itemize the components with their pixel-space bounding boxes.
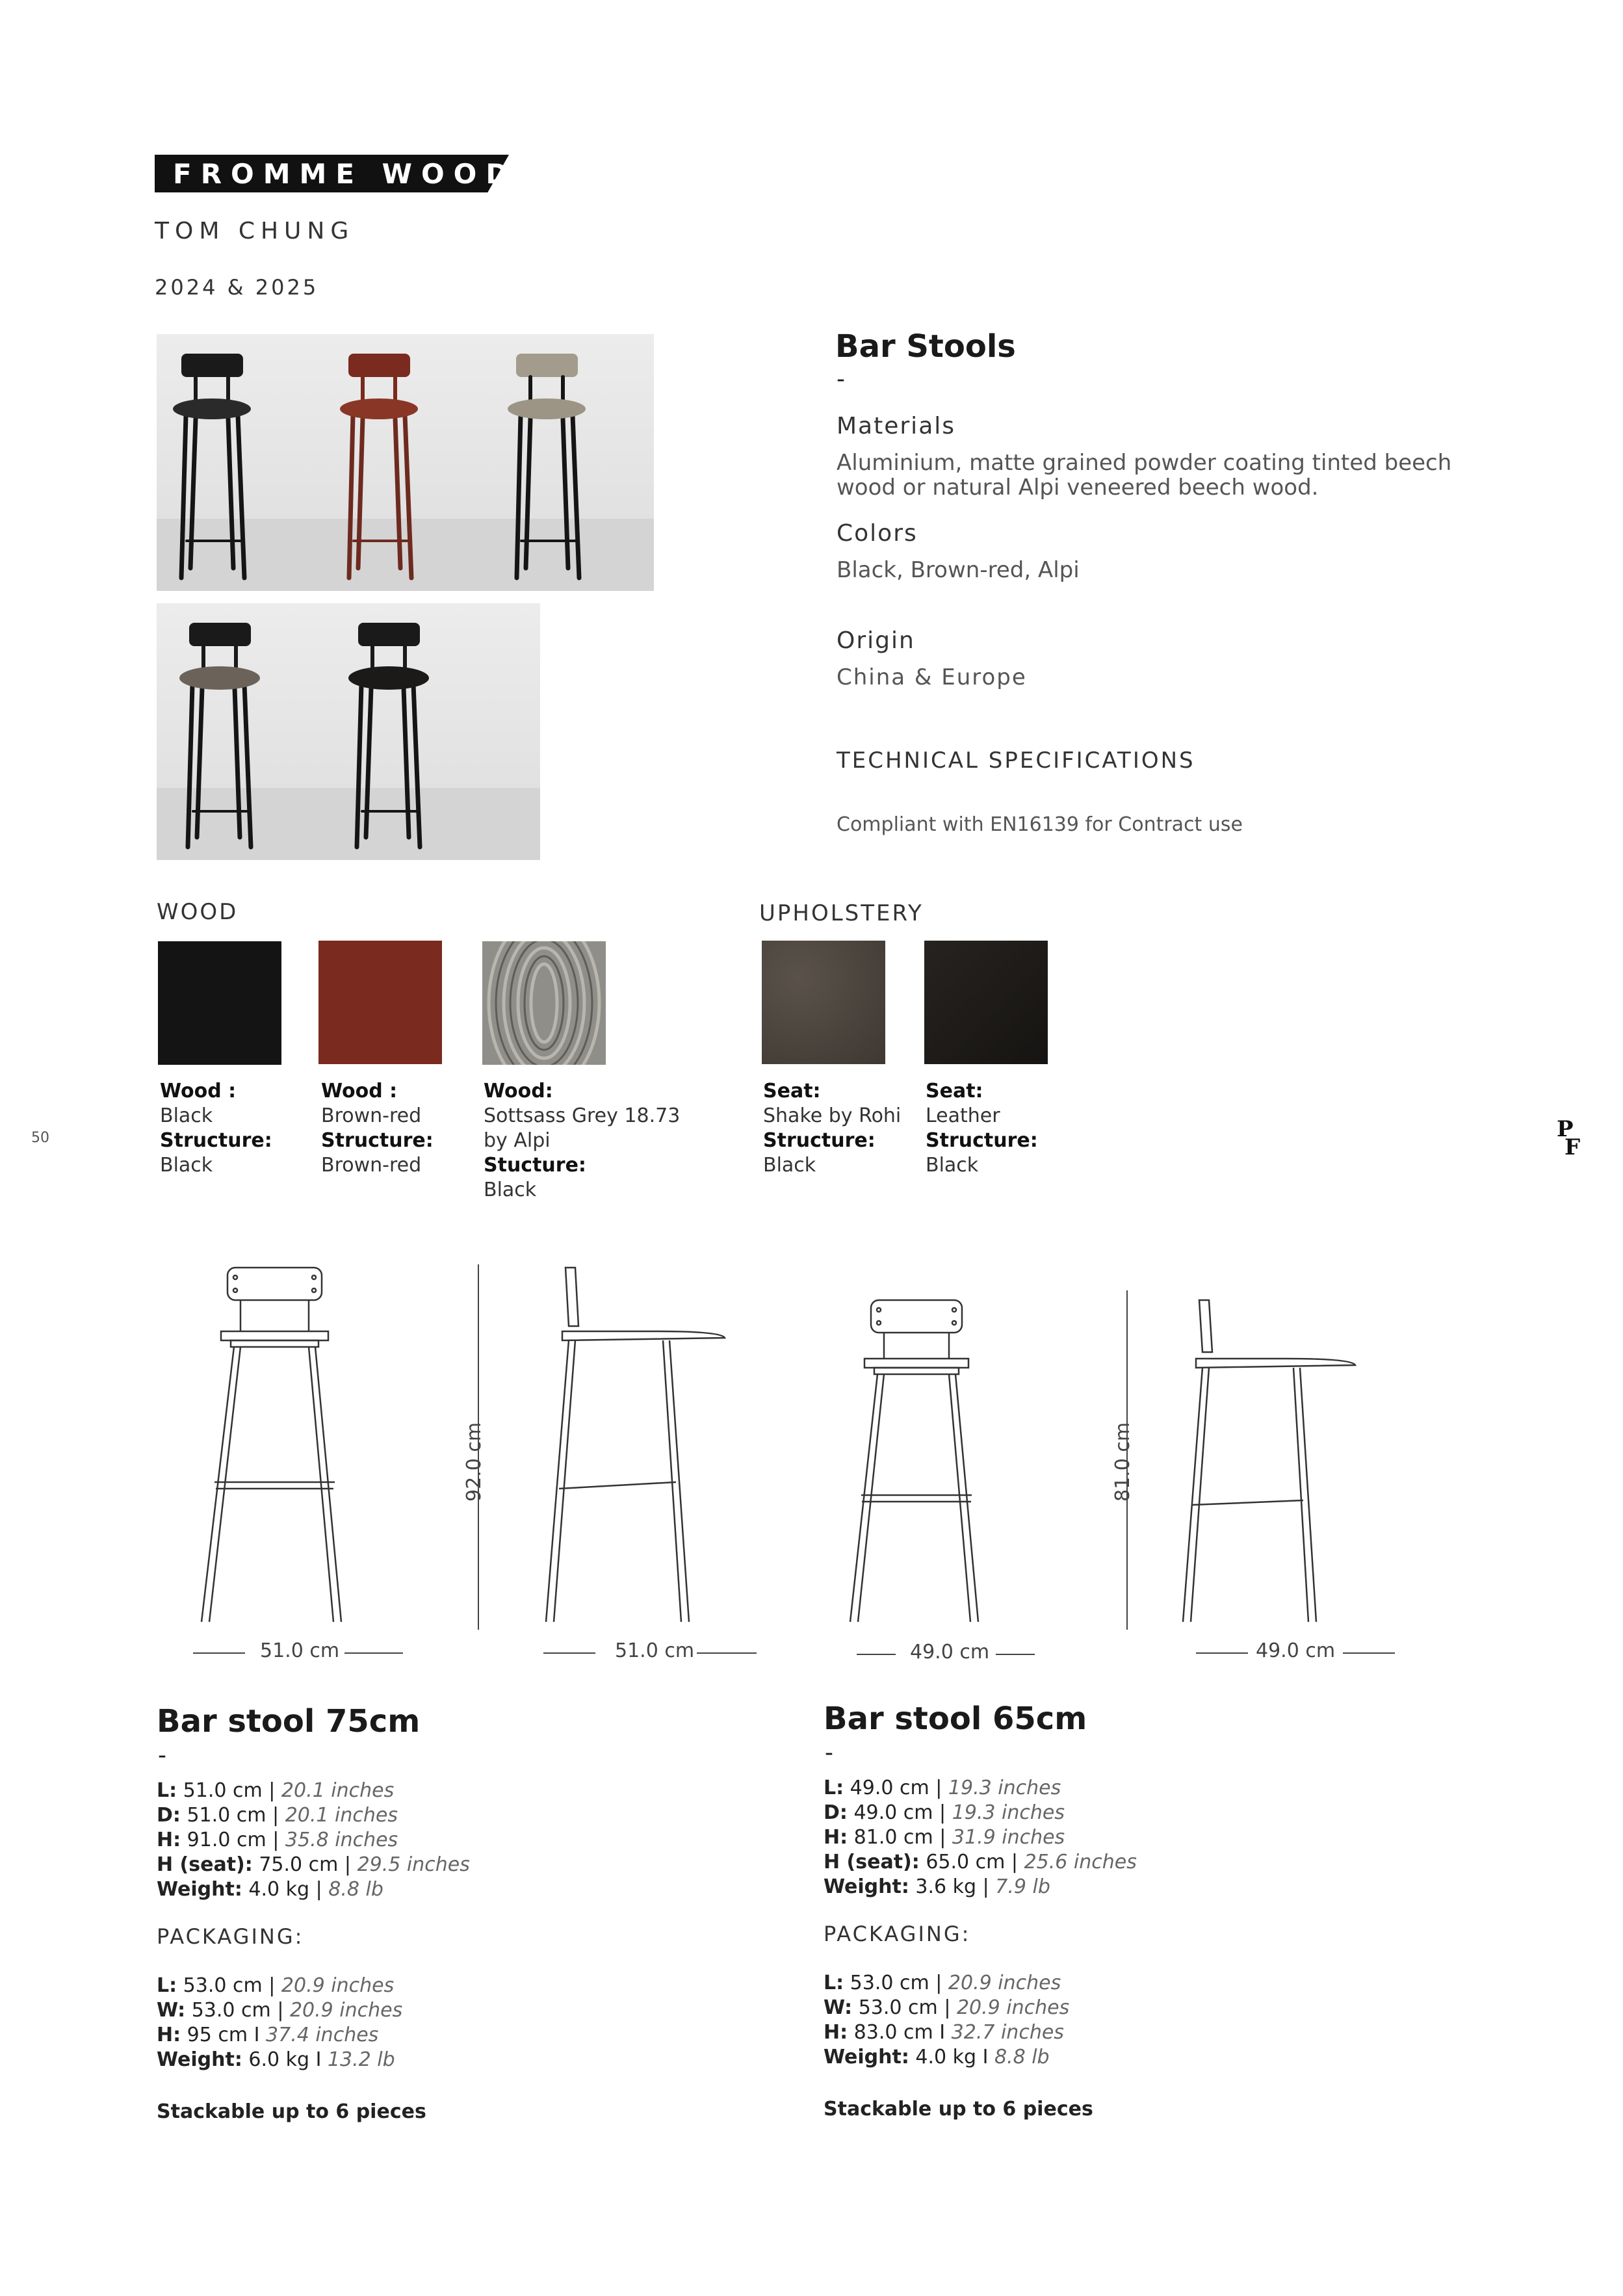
swatch-seat-shake xyxy=(762,941,885,1064)
dim-line-w75-front-right xyxy=(344,1652,403,1654)
swatch-caption-wood-black: Wood : Black Structure: Black xyxy=(160,1080,272,1177)
dim-line-w65-front-left xyxy=(857,1654,896,1655)
page-number: 50 xyxy=(31,1130,49,1146)
origin-label: Origin xyxy=(837,627,915,654)
dim-width-65-front: 49.0 cm xyxy=(910,1641,990,1663)
stool75-stackable: Stackable up to 6 pieces xyxy=(157,2100,426,2123)
colors-label: Colors xyxy=(837,520,918,547)
spec-row: W: 53.0 cm | 20.9 inches xyxy=(157,1999,403,2022)
technical-drawings xyxy=(182,1255,1482,1632)
stool65-spec-list xyxy=(824,1776,1137,1899)
swatch-wood-brown-red xyxy=(318,941,442,1064)
dim-height-65: 81.0 cm xyxy=(1111,1422,1134,1502)
spec-row: Weight: 4.0 kg | 8.8 lb xyxy=(157,1878,383,1901)
dim-height-75: 92.0 cm xyxy=(463,1422,486,1502)
swatch-wood-black xyxy=(158,941,281,1065)
stool75-title: Bar stool 75cm xyxy=(157,1703,421,1740)
svg-text:F: F xyxy=(1565,1134,1581,1156)
spec-row: H: 83.0 cm I 32.7 inches xyxy=(824,2021,1064,2044)
swatch-seat-leather xyxy=(924,941,1048,1064)
info-title: Bar Stools xyxy=(835,328,1016,365)
spec-row: Weight: 6.0 kg I 13.2 lb xyxy=(157,2048,395,2071)
spec-row: Weight: 3.6 kg | 7.9 lb xyxy=(824,1875,1050,1898)
collection-title: FROMME WOOD xyxy=(173,158,518,190)
dim-line-w75-front-left xyxy=(193,1652,245,1654)
stool65-packaging-label: PACKAGING: xyxy=(824,1922,971,1946)
materials-value: Aluminium, matte grained powder coating tinted beech wood or natural Alpi veneered beech wood. xyxy=(837,450,1452,501)
compliance-note: Compliant with EN16139 for Contract use xyxy=(837,813,1243,836)
stool65-packaging-list xyxy=(824,1971,1069,2070)
dim-line-w75-side-left xyxy=(543,1652,595,1654)
swatch-wood-alpi xyxy=(482,941,606,1065)
swatch-caption-seat-shake: Seat: Shake by Rohi Structure: Black xyxy=(763,1080,902,1177)
upholstery-label: UPHOLSTERY xyxy=(759,900,924,926)
spec-row: W: 53.0 cm | 20.9 inches xyxy=(824,1996,1070,2019)
swatch-caption-seat-leather: Seat: Leather Structure: Black xyxy=(926,1080,1038,1177)
drawing-65-side xyxy=(1183,1300,1355,1622)
spec-row: Weight: 4.0 kg I 8.8 lb xyxy=(824,2046,1050,2068)
swatch-caption-wood-alpi: Wood: Sottsass Grey 18.73 by Alpi Stucture: Black xyxy=(484,1080,681,1201)
stool75-packaging-label: PACKAGING: xyxy=(157,1924,304,1949)
spec-row: L: 53.0 cm | 20.9 inches xyxy=(157,1974,395,1997)
spec-row: D: 51.0 cm | 20.1 inches xyxy=(157,1804,398,1827)
spec-row: H: 81.0 cm | 31.9 inches xyxy=(824,1826,1065,1849)
tech-spec-label: TECHNICAL SPECIFICATIONS xyxy=(837,748,1195,774)
product-photo-three-stools xyxy=(157,334,654,591)
product-photo-upholstered-stools xyxy=(157,603,540,860)
swatch-caption-wood-brown-red: Wood : Brown-red Structure: Brown-red xyxy=(321,1080,434,1177)
stool65-dash: - xyxy=(825,1740,833,1766)
designer-name: TOM CHUNG xyxy=(155,218,355,244)
drawing-65-front xyxy=(850,1300,978,1622)
dim-width-75-front: 51.0 cm xyxy=(260,1639,340,1662)
drawing-75-front xyxy=(201,1268,341,1622)
materials-label: Materials xyxy=(837,413,956,439)
dim-width-65-side: 49.0 cm xyxy=(1256,1639,1336,1662)
dim-line-w75-side-right xyxy=(697,1652,757,1654)
stool65-stackable: Stackable up to 6 pieces xyxy=(824,2098,1093,2120)
svg-text:P: P xyxy=(1557,1117,1574,1142)
dim-line-w65-front-right xyxy=(996,1654,1035,1655)
stool75-spec-list xyxy=(157,1779,470,1902)
spec-row: L: 49.0 cm | 19.3 inches xyxy=(824,1777,1061,1799)
drawing-75-side xyxy=(546,1268,725,1622)
dim-line-w65-side-right xyxy=(1343,1652,1395,1654)
spec-row: L: 53.0 cm | 20.9 inches xyxy=(824,1972,1061,1994)
spec-row: H (seat): 65.0 cm | 25.6 inches xyxy=(824,1851,1137,1873)
spec-row: H (seat): 75.0 cm | 29.5 inches xyxy=(157,1853,470,1876)
spec-row: D: 49.0 cm | 19.3 inches xyxy=(824,1801,1065,1824)
colors-value: Black, Brown-red, Alpi xyxy=(837,557,1080,583)
spec-row: H: 95 cm I 37.4 inches xyxy=(157,2024,379,2046)
stool75-dash: - xyxy=(158,1742,166,1769)
brand-logo xyxy=(1555,1117,1581,1164)
dim-line-w65-side-left xyxy=(1196,1652,1248,1654)
dim-width-75-side: 51.0 cm xyxy=(615,1639,695,1662)
stool65-title: Bar stool 65cm xyxy=(824,1701,1087,1737)
stool75-packaging-list xyxy=(157,1974,402,2072)
spec-row: H: 91.0 cm | 35.8 inches xyxy=(157,1829,398,1851)
collection-years: 2024 & 2025 xyxy=(155,275,319,300)
wood-label: WOOD xyxy=(157,899,239,925)
info-dash: - xyxy=(837,366,845,393)
spec-row: L: 51.0 cm | 20.1 inches xyxy=(157,1779,395,1802)
origin-value: China & Europe xyxy=(837,664,1027,690)
